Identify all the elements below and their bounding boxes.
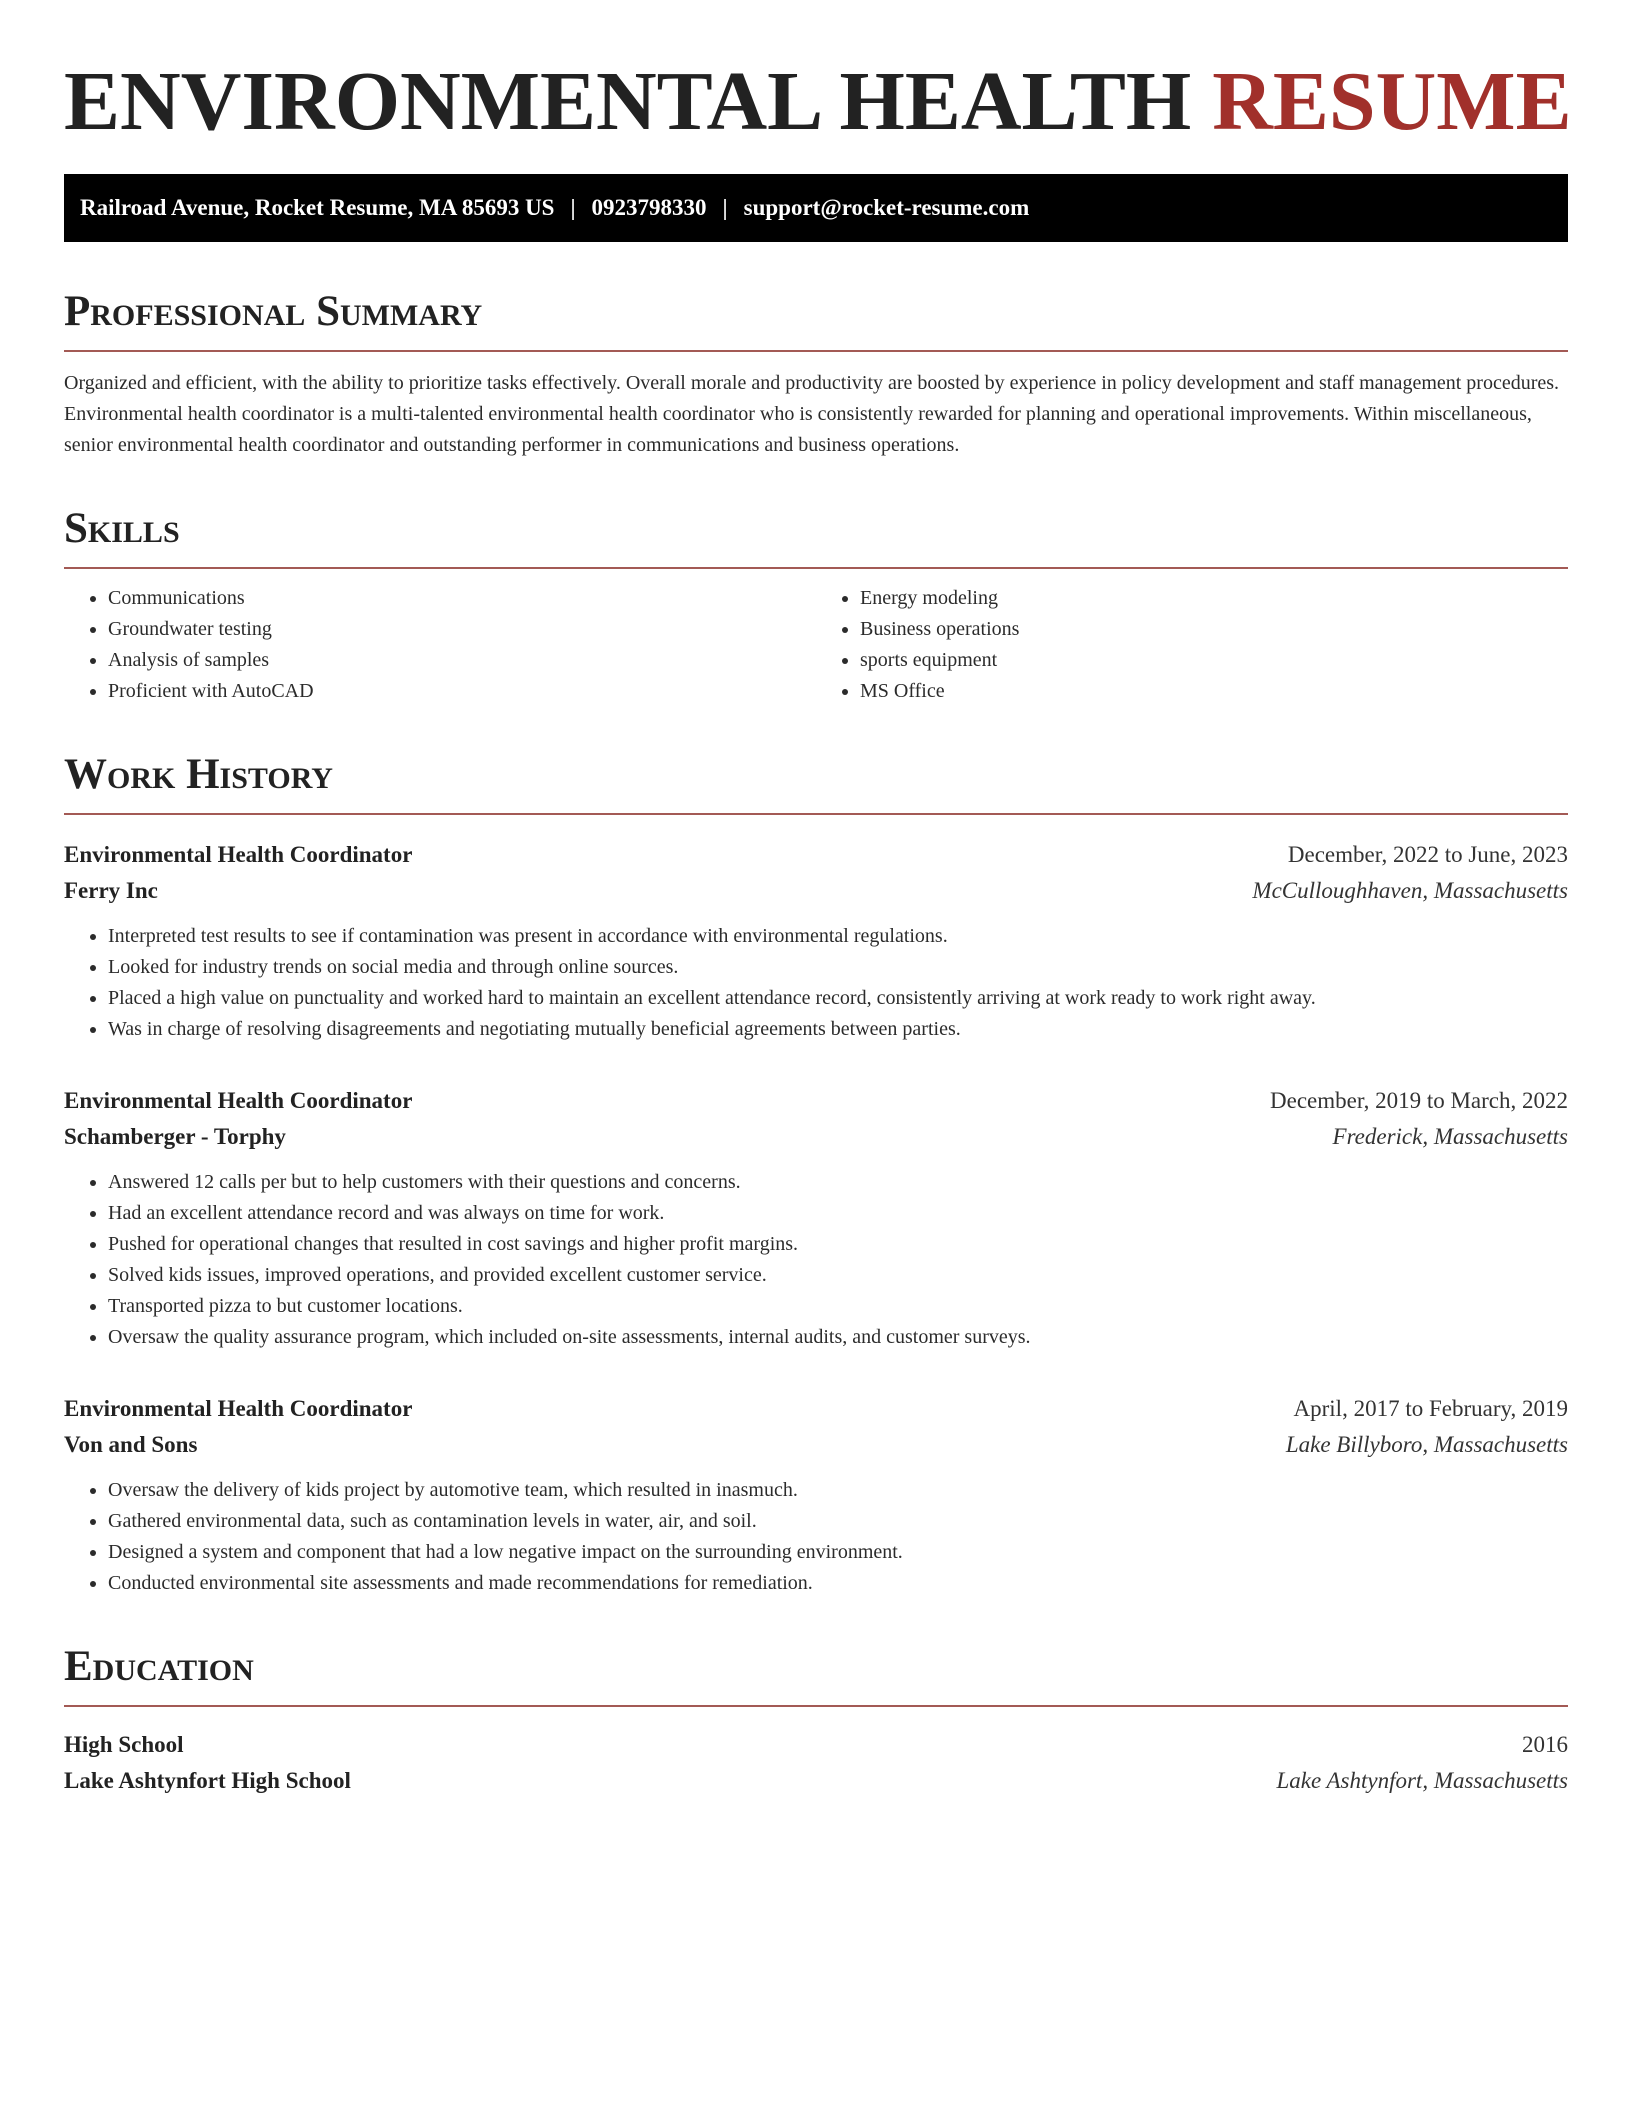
education-heading: Education xyxy=(64,1641,1568,1707)
job-title: Environmental Health Coordinator xyxy=(64,1396,413,1421)
job-company: Von and Sons xyxy=(64,1432,198,1457)
skill-item: • Communications xyxy=(108,583,816,614)
skill-item: • Analysis of samples xyxy=(108,645,816,676)
job-entry xyxy=(64,1083,1568,1353)
job-dates: December, 2022 to June, 2023 xyxy=(1287,842,1568,867)
job-bullet: • Placed a high value on punctuality and worked hard to maintain an excellent attendance record, consistently arriving at work ready to work right away. xyxy=(108,983,1568,1014)
job-bullet: • Interpreted test results to see if contamination was present in accordance with environmental regulations. xyxy=(108,921,1568,952)
job-location: Frederick, Massachusetts xyxy=(1332,1124,1568,1149)
education-entry xyxy=(64,1727,1568,1799)
contact-address: Railroad Avenue, Rocket Resume, MA 85693 US xyxy=(80,195,555,220)
job-bullet: • Designed a system and component that had a low negative impact on the surrounding environment. xyxy=(108,1537,1568,1568)
skill-item: • Business operations xyxy=(860,614,1568,645)
education-year: 2016 xyxy=(1522,1732,1568,1757)
education-degree: High School xyxy=(64,1732,184,1757)
summary-text: Organized and efficient, with the ability to prioritize tasks effectively. Overall morale and productivity are boosted by experience in policy development and staff management procedures. Environmental health coordinator is a multi-talented environmental health coordinator who is consistently rewarded for planning and operational improvements. Within miscellaneous, senior environmental health coordinator and outstanding performer in communications and business operations. xyxy=(64,372,1560,456)
job-bullet: • Solved kids issues, improved operations, and provided excellent customer service. xyxy=(108,1260,1568,1291)
resume-title xyxy=(64,52,1572,152)
job-bullet: • Gathered environmental data, such as contamination levels in water, air, and soil. xyxy=(108,1506,1568,1537)
skills-column-right xyxy=(816,583,1568,707)
job-company: Schamberger - Torphy xyxy=(64,1124,286,1149)
job-location: McCulloughhaven, Massachusetts xyxy=(1252,878,1568,903)
summary-heading: Professional Summary xyxy=(64,286,1568,352)
skills-heading: Skills xyxy=(64,503,1568,569)
job-bullet: • Had an excellent attendance record and was always on time for work. xyxy=(108,1198,1568,1229)
title-main: ENVIRONMENTAL HEALTH xyxy=(64,55,1192,148)
job-title: Environmental Health Coordinator xyxy=(64,842,413,867)
job-bullets xyxy=(64,921,1568,1045)
contact-phone: 0923798330 xyxy=(591,195,707,220)
job-dates: December, 2019 to March, 2022 xyxy=(1270,1088,1568,1113)
job-company: Ferry Inc xyxy=(64,878,158,903)
contact-separator: | xyxy=(722,195,728,220)
job-bullets xyxy=(64,1475,1568,1599)
job-bullet: • Conducted environmental site assessments and made recommendations for remediation. xyxy=(108,1568,1568,1599)
education-location: Lake Ashtynfort, Massachusetts xyxy=(1276,1768,1568,1793)
job-bullet: • Pushed for operational changes that resulted in cost savings and higher profit margins. xyxy=(108,1229,1568,1260)
job-bullet: • Answered 12 calls per but to help customers with their questions and concerns. xyxy=(108,1167,1568,1198)
contact-email[interactable]: support@rocket-resume.com xyxy=(743,195,1030,220)
contact-bar xyxy=(64,174,1568,242)
job-bullet: • Oversaw the quality assurance program, which included on-site assessments, internal audits, and customer surveys. xyxy=(108,1322,1568,1353)
job-entry xyxy=(64,837,1568,1045)
skill-item: • Groundwater testing xyxy=(108,614,816,645)
job-bullet: • Was in charge of resolving disagreements and negotiating mutually beneficial agreements between parties. xyxy=(108,1014,1568,1045)
work-heading: Work History xyxy=(64,749,1568,815)
job-bullet: • Looked for industry trends on social media and through online sources. xyxy=(108,952,1568,983)
skill-item: • MS Office xyxy=(860,676,1568,707)
title-accent: RESUME xyxy=(1212,55,1572,148)
skill-item: • Energy modeling xyxy=(860,583,1568,614)
skills-column-left xyxy=(64,583,816,707)
job-bullets xyxy=(64,1167,1568,1353)
job-title: Environmental Health Coordinator xyxy=(64,1088,413,1113)
job-bullet: • Transported pizza to but customer locations. xyxy=(108,1291,1568,1322)
education-school: Lake Ashtynfort High School xyxy=(64,1768,351,1793)
job-entry xyxy=(64,1391,1568,1599)
contact-separator: | xyxy=(570,195,576,220)
job-bullet: • Oversaw the delivery of kids project by automotive team, which resulted in inasmuch. xyxy=(108,1475,1568,1506)
job-dates: April, 2017 to February, 2019 xyxy=(1293,1396,1568,1421)
skill-item: • sports equipment xyxy=(860,645,1568,676)
skills-list xyxy=(64,583,1568,707)
job-location: Lake Billyboro, Massachusetts xyxy=(1285,1432,1568,1457)
skill-item: • Proficient with AutoCAD xyxy=(108,676,816,707)
